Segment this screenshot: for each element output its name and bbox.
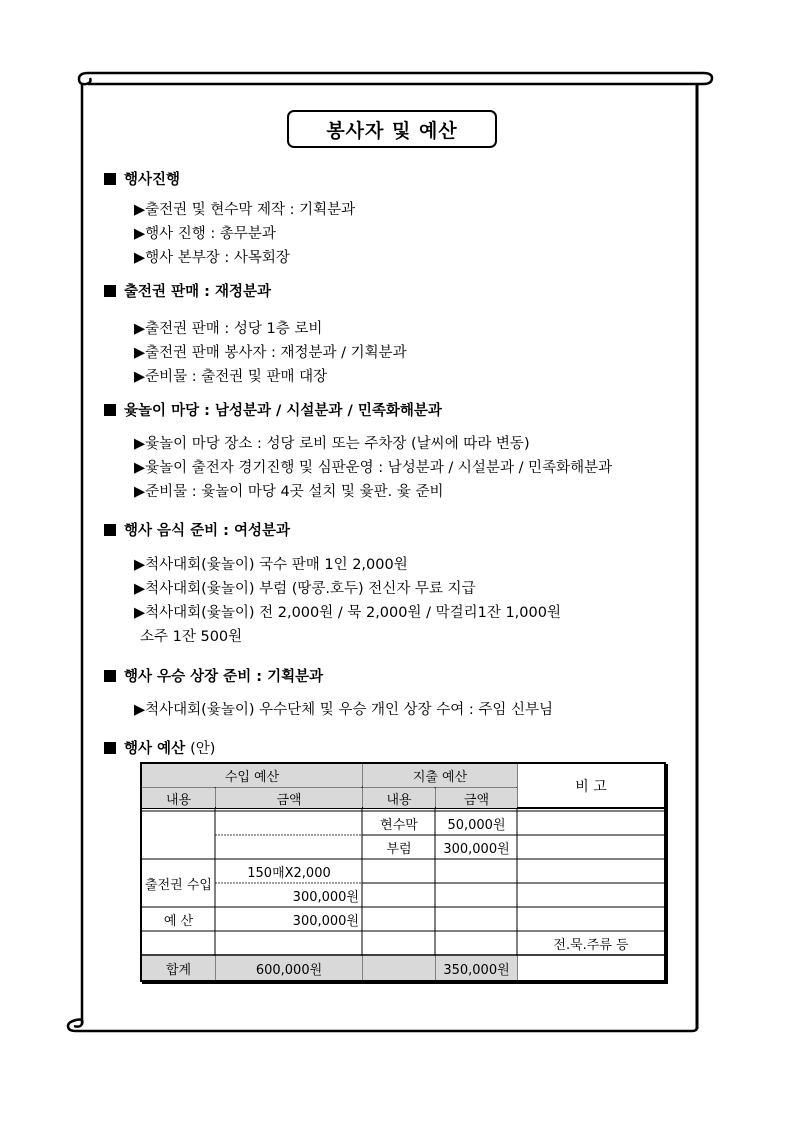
total-expense-content-empty <box>363 956 435 980</box>
remarks-header: 비 고 <box>575 779 607 795</box>
income-amount-cell: 300,000원 <box>292 914 359 929</box>
list-item: ▶윷놀이 출전자 경기진행 및 심판운영 : 남성분과 / 시설분과 / 민족화해분과 <box>134 460 613 476</box>
list-item: ▶척사대회(윷놀이) 우수단체 및 우승 개인 상장 수여 : 주임 신부님 <box>134 702 554 718</box>
list-item: ▶척사대회(윷놀이) 전 2,000원 / 묵 2,000원 / 막걸리1잔 1,000원 <box>134 605 561 621</box>
income-content-header: 내용 <box>142 788 215 808</box>
section-event-progress <box>104 170 355 270</box>
list-item: ▶준비물 : 출전권 및 판매 대장 <box>134 369 328 385</box>
square-bullet-icon <box>104 404 116 416</box>
income-amount-cell: 300,000원 <box>292 890 359 905</box>
expense-header: 지출 예산 <box>363 764 517 787</box>
square-bullet-icon <box>104 742 116 754</box>
square-bullet-icon <box>104 524 116 536</box>
list-item: ▶출전권 판매 봉사자 : 재정분과 / 기획분과 <box>134 345 407 361</box>
total-label: 합계 <box>142 956 215 980</box>
list-item: ▶준비물 : 윷놀이 마당 4곳 설치 및 윷판. 윷 준비 <box>134 484 444 500</box>
income-calc-cell: 150매X2,000 <box>247 866 331 881</box>
expense-amount-header: 금액 <box>436 788 517 808</box>
list-item-continuation: 소주 1잔 500원 <box>140 629 243 645</box>
list-item: ▶척사대회(윷놀이) 부럼 (땅콩.호두) 전신자 무료 지급 <box>134 581 476 597</box>
total-income: 600,000원 <box>216 956 362 980</box>
list-item: ▶출전권 및 현수막 제작 : 기획분과 <box>134 202 356 218</box>
square-bullet-icon <box>104 173 116 185</box>
square-bullet-icon <box>104 285 116 297</box>
page-title: 봉사자 및 예산 <box>287 110 497 148</box>
section-heading: 행사 음식 준비 : 여성분과 <box>104 521 561 541</box>
expense-content-cell: 부럼 <box>386 842 412 857</box>
section-heading: 행사진행 <box>104 170 355 190</box>
list-item: ▶윷놀이 마당 장소 : 성당 로비 또는 주차장 (날씨에 따라 변동) <box>134 436 530 452</box>
list-item: ▶척사대회(윷놀이) 국수 판매 1인 2,000원 <box>134 557 408 573</box>
section-food-prep <box>104 521 561 649</box>
expense-content-header: 내용 <box>363 788 435 808</box>
section-heading: 출전권 판매 : 재정분과 <box>104 282 407 302</box>
list-item: ▶행사 진행 : 총무분과 <box>134 226 276 242</box>
list-item: ▶행사 본부장 : 사목회장 <box>134 250 290 266</box>
income-content-cell: 출전권 수입 <box>145 878 212 893</box>
section-awards <box>104 667 553 722</box>
expense-content-cell: 현수막 <box>380 818 418 833</box>
square-bullet-icon <box>104 670 116 682</box>
income-amount-header: 금액 <box>216 788 362 808</box>
section-ticket-sales <box>104 282 407 389</box>
section-heading: 윷놀이 마당 : 남성분과 / 시설분과 / 민족화해분과 <box>104 401 612 421</box>
total-expense: 350,000원 <box>436 956 517 980</box>
expense-amount-cell: 300,000원 <box>443 842 510 857</box>
section-yut-game <box>104 401 612 504</box>
budget-heading: 행사 예산 (안) <box>104 739 215 759</box>
list-item: ▶출전권 판매 : 성당 1층 로비 <box>134 321 323 337</box>
section-heading: 행사 우승 상장 준비 : 기획분과 <box>104 667 553 687</box>
expense-amount-cell: 50,000원 <box>447 818 506 833</box>
income-content-cell: 예 산 <box>163 914 194 929</box>
remark-cell: 전.묵.주류 등 <box>553 938 629 953</box>
budget-table <box>140 762 666 982</box>
income-header: 수입 예산 <box>142 764 362 787</box>
